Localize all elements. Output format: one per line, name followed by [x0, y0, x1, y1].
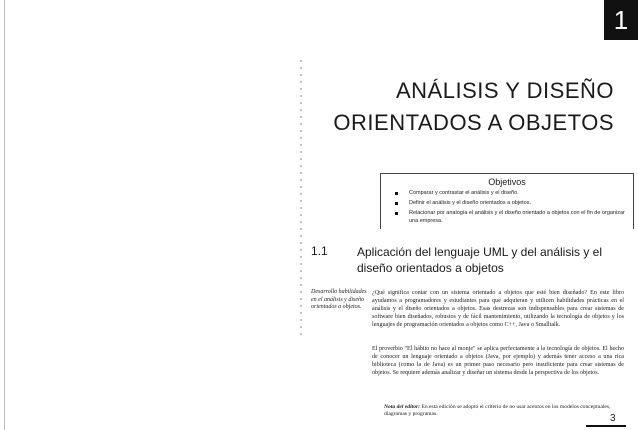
objective-item [395, 200, 627, 207]
bullet-square-icon [395, 212, 398, 215]
objective-item [395, 190, 627, 197]
bullet-square-icon [395, 192, 398, 195]
body-paragraph-1: ¿Qué significa contar con un sistema orientado a objetos que esté bien diseñado? En este libro ayudamos a programadores y estudiantes para que adquieran y utilicen habilidades prácticas en el análisis y el diseño orientados a objetos. Esas destrezas son indispensables para crear sistemas de software bien diseñados, robustos y de fácil mantenimiento, utilizando la tecnología de objetos y los lenguajes de programación orientados a objetos como C++, Java o Smalltalk. [372, 290, 624, 328]
margin-note: Desarrollo habilidades en el análisis y diseño orientados a objetos. [311, 289, 367, 310]
page-number-rule [586, 425, 626, 427]
editor-note [384, 404, 622, 418]
body-paragraph-2: El proverbio "El hábito no hace al monje" se aplica perfectamente a la tecnología de objetos. El hecho de conocer un lenguaje orientado a objetos (Java, por ejemplo) y además tener acceso a una rica biblioteca (como la de Java) es un primer paso necesario pero insuficiente para crear sistemas de objetos. Se requiere además analizar y diseñar un sistema desde la perspectiva de los objetos. [372, 346, 624, 376]
editor-note-text: En esta edición se adoptó el criterio de no usar acentos en los modelos conceptuales, diagramas y programas. [384, 404, 611, 417]
scan-edge-line [4, 0, 5, 430]
objectives-title: Objetivos [488, 177, 526, 187]
bullet-square-icon [395, 202, 398, 205]
objective-item [395, 210, 627, 224]
objectives-list [395, 190, 627, 228]
objective-text: Relacionar por analogía el análisis y el diseño orientado a objetos con el fin de organizar una empresa. [409, 210, 625, 224]
objective-text: Comparar y contrastar el análisis y el diseño. [409, 190, 519, 196]
chapter-number-tab: 1 [604, 0, 638, 40]
objectives-box [380, 173, 634, 229]
objective-text: Definir el análisis y el diseño orientados a objetos. [409, 200, 531, 207]
section-title: Aplicación del lenguaje UML y del análisis y el diseño orientados a objetos [357, 245, 603, 275]
editor-note-label: Nota del editor: [384, 404, 421, 410]
chapter-title-line-2: ORIENTADOS A OBJETOS [333, 110, 614, 135]
chapter-title-line-1: ANÁLISIS Y DISEÑO [396, 78, 614, 103]
page-number: 3 [610, 413, 616, 424]
section-number: 1.1 [311, 244, 328, 258]
